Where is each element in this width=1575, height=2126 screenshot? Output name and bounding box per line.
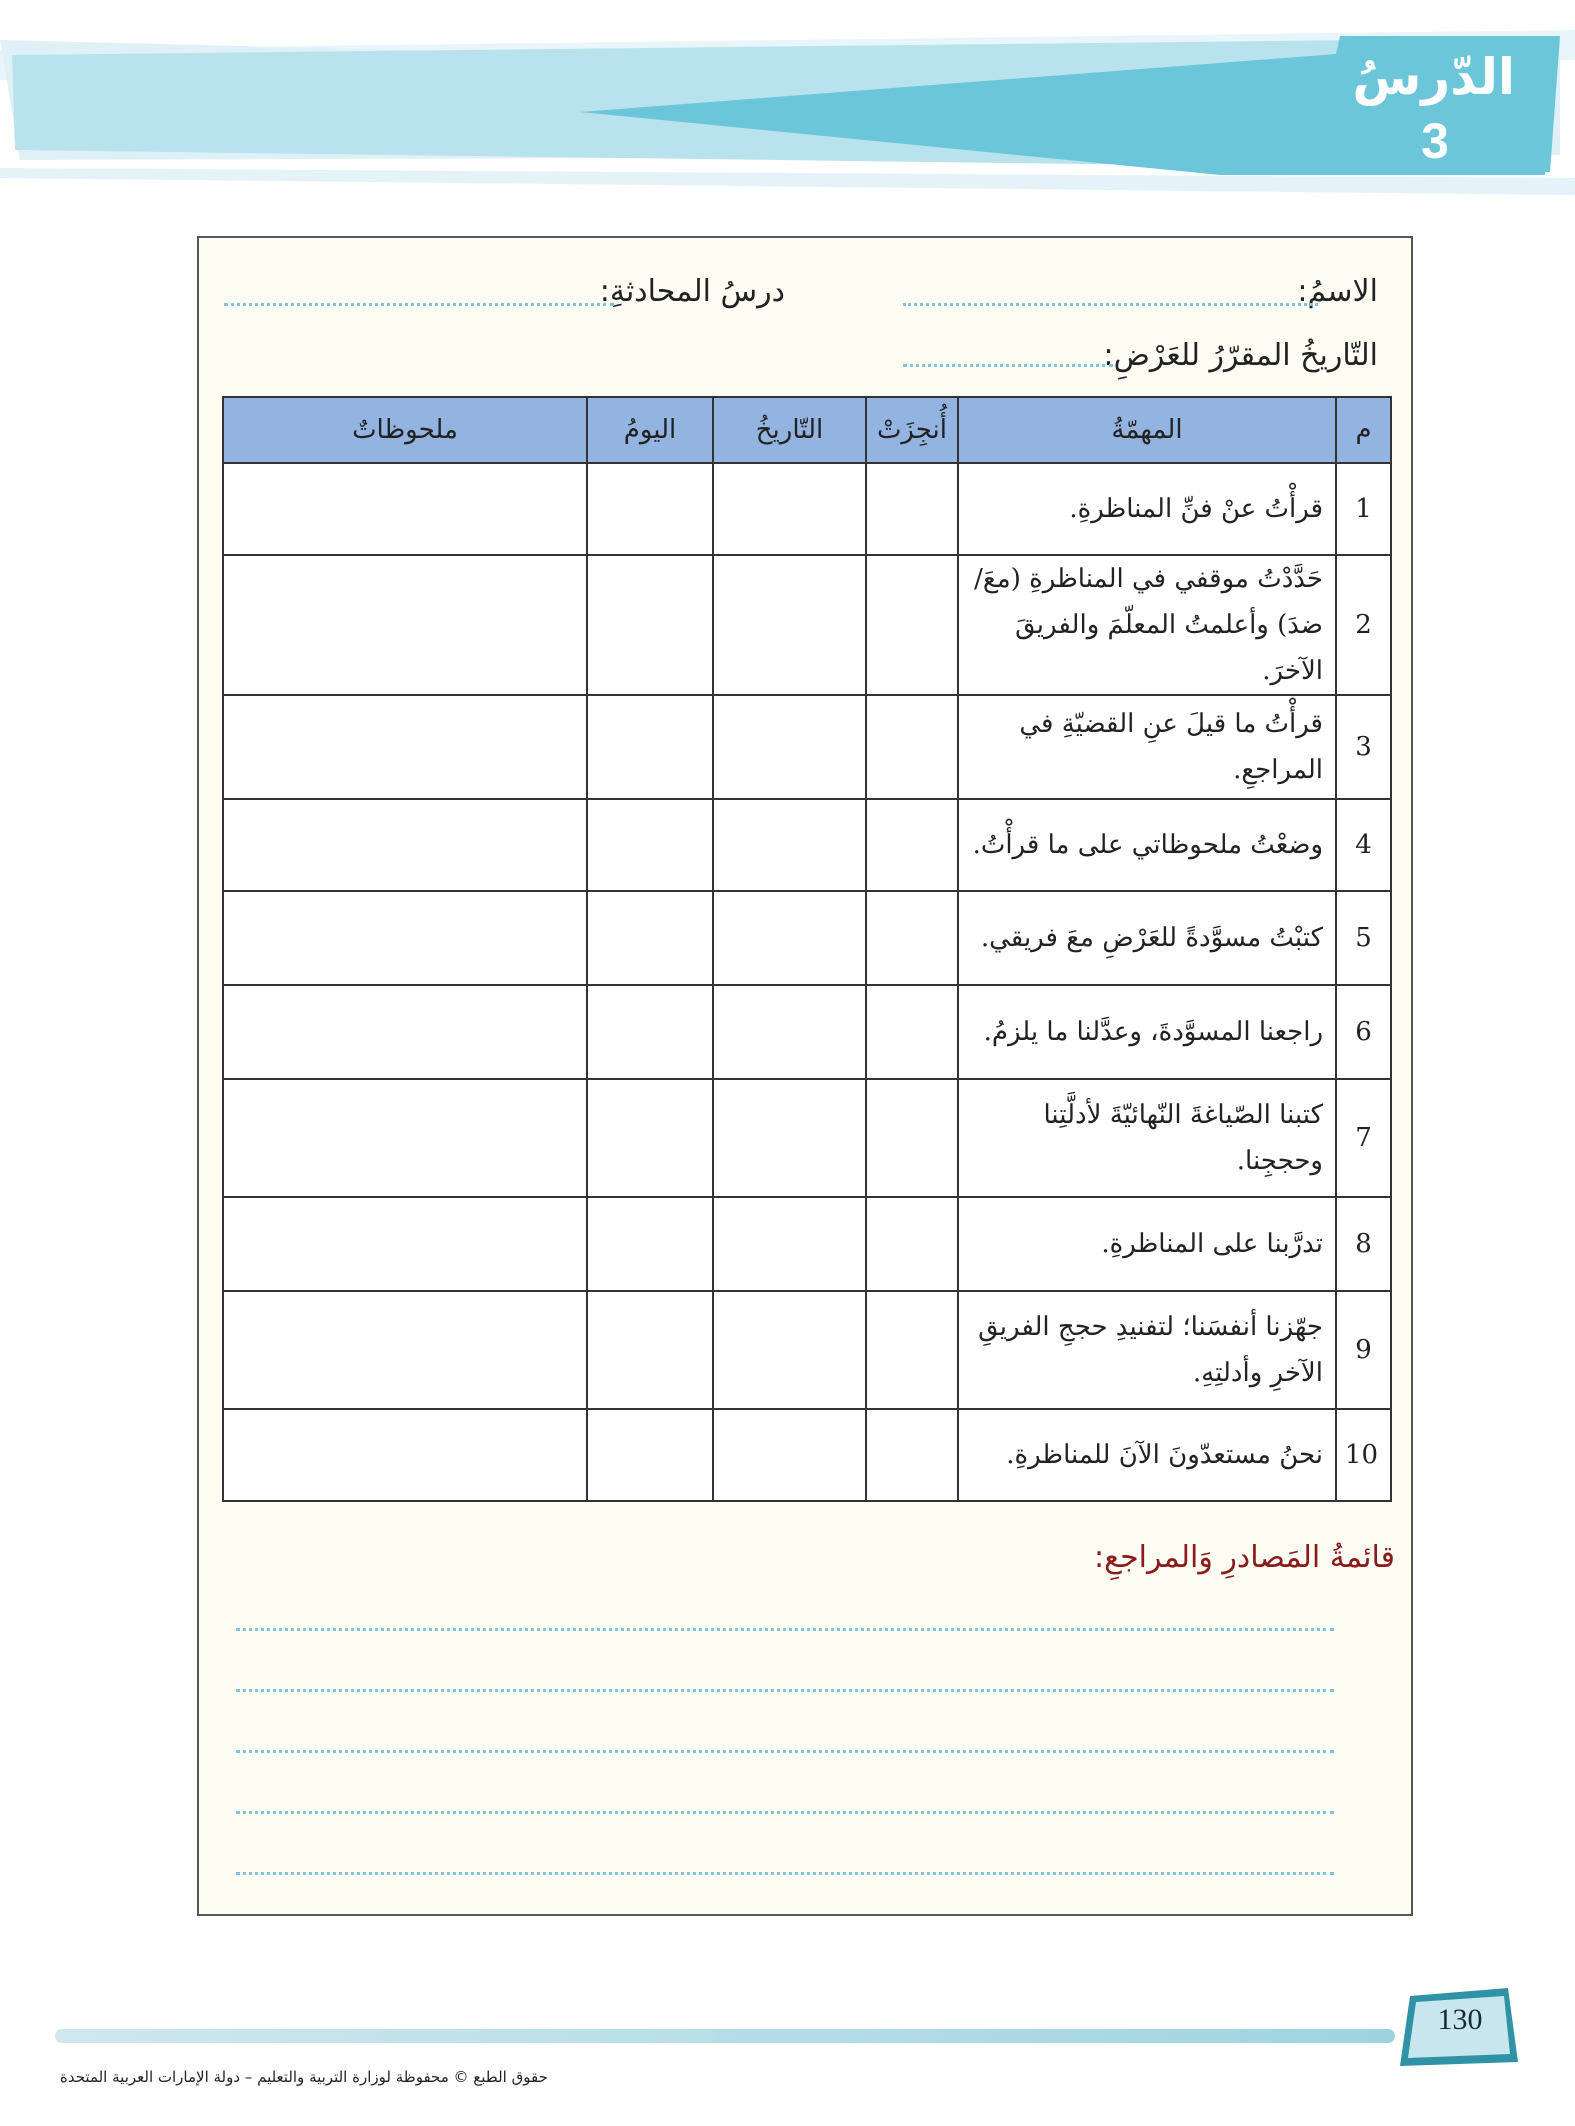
date-cell[interactable] bbox=[713, 1079, 866, 1197]
date-cell[interactable] bbox=[713, 985, 866, 1079]
done-cell[interactable] bbox=[866, 1409, 958, 1501]
day-cell[interactable] bbox=[587, 1197, 713, 1291]
reference-line[interactable] bbox=[236, 1628, 1334, 1631]
done-cell[interactable] bbox=[866, 463, 958, 555]
done-cell[interactable] bbox=[866, 891, 958, 985]
row-task: كتبْتُ مسوَّدةً للعَرْضِ معَ فريقي. bbox=[958, 891, 1336, 985]
lesson-label: الدّرسُ bbox=[1352, 48, 1515, 106]
table-row bbox=[223, 985, 1391, 1079]
notes-cell[interactable] bbox=[223, 463, 587, 555]
copyright-notice: حقوق الطبع © محفوظة لوزارة التربية والتعليم – دولة الإمارات العربية المتحدة bbox=[60, 2068, 548, 2086]
row-task: حَدَّدْتُ موقفي في المناظرةِ (معَ/ ضدَ) وأعلمتُ المعلّمَ والفريقَ الآخرَ. bbox=[958, 555, 1336, 695]
day-cell[interactable] bbox=[587, 1079, 713, 1197]
row-task: جهّزنا أنفسَنا؛ لتفنيدِ حججِ الفريقِ الآخرِ وأدلتِهِ. bbox=[958, 1291, 1336, 1409]
notes-cell[interactable] bbox=[223, 1409, 587, 1501]
date-cell[interactable] bbox=[713, 799, 866, 891]
row-number: 8 bbox=[1336, 1197, 1391, 1291]
table-row bbox=[223, 1079, 1391, 1197]
reference-line[interactable] bbox=[236, 1750, 1334, 1753]
row-task: كتبنا الصّياغةَ النّهائيّةَ لأدلَّتِنا وحججِنا. bbox=[958, 1079, 1336, 1197]
column-header-done: أُنجِزَتْ bbox=[866, 397, 958, 463]
lesson-name-label: درسُ المحادثةِ: bbox=[599, 274, 785, 309]
name-label: الاسمُ: bbox=[1297, 274, 1378, 309]
table-header-row bbox=[223, 397, 1391, 463]
row-number: 6 bbox=[1336, 985, 1391, 1079]
lesson-banner bbox=[0, 0, 1575, 200]
footer-bar bbox=[55, 2029, 1395, 2043]
date-cell[interactable] bbox=[713, 891, 866, 985]
row-number: 7 bbox=[1336, 1079, 1391, 1197]
table-row bbox=[223, 1409, 1391, 1501]
row-task: وضعْتُ ملحوظاتي على ما قرأْتُ. bbox=[958, 799, 1336, 891]
row-task: نحنُ مستعدّونَ الآنَ للمناظرةِ. bbox=[958, 1409, 1336, 1501]
table-row bbox=[223, 891, 1391, 985]
reference-line[interactable] bbox=[236, 1872, 1334, 1875]
row-number: 1 bbox=[1336, 463, 1391, 555]
done-cell[interactable] bbox=[866, 985, 958, 1079]
row-number: 3 bbox=[1336, 695, 1391, 799]
day-cell[interactable] bbox=[587, 1291, 713, 1409]
notes-cell[interactable] bbox=[223, 1291, 587, 1409]
date-cell[interactable] bbox=[713, 1291, 866, 1409]
notes-cell[interactable] bbox=[223, 695, 587, 799]
day-cell[interactable] bbox=[587, 985, 713, 1079]
date-cell[interactable] bbox=[713, 1197, 866, 1291]
name-field[interactable] bbox=[903, 303, 1318, 306]
notes-cell[interactable] bbox=[223, 1079, 587, 1197]
notes-cell[interactable] bbox=[223, 985, 587, 1079]
notes-cell[interactable] bbox=[223, 555, 587, 695]
page-number: 130 bbox=[1437, 2003, 1483, 2036]
column-header-date: التّاريخُ bbox=[713, 397, 866, 463]
reference-line[interactable] bbox=[236, 1811, 1334, 1814]
day-cell[interactable] bbox=[587, 463, 713, 555]
table-row bbox=[223, 463, 1391, 555]
done-cell[interactable] bbox=[866, 1291, 958, 1409]
table-row bbox=[223, 1291, 1391, 1409]
row-task: قرأْتُ ما قيلَ عنِ القضيّةِ في المراجعِ. bbox=[958, 695, 1336, 799]
done-cell[interactable] bbox=[866, 1197, 958, 1291]
day-cell[interactable] bbox=[587, 555, 713, 695]
presentation-date-field[interactable] bbox=[903, 364, 1113, 367]
row-number: 9 bbox=[1336, 1291, 1391, 1409]
notes-cell[interactable] bbox=[223, 891, 587, 985]
references-title: قائمةُ المَصادرِ وَالمراجعِ: bbox=[1094, 1540, 1395, 1575]
reference-line[interactable] bbox=[236, 1689, 1334, 1692]
date-cell[interactable] bbox=[713, 463, 866, 555]
column-header-notes: ملحوظاتٌ bbox=[223, 397, 587, 463]
done-cell[interactable] bbox=[866, 1079, 958, 1197]
notes-cell[interactable] bbox=[223, 799, 587, 891]
done-cell[interactable] bbox=[866, 555, 958, 695]
date-cell[interactable] bbox=[713, 555, 866, 695]
day-cell[interactable] bbox=[587, 891, 713, 985]
done-cell[interactable] bbox=[866, 695, 958, 799]
done-cell[interactable] bbox=[866, 799, 958, 891]
table-row bbox=[223, 799, 1391, 891]
column-header-num: م bbox=[1336, 397, 1391, 463]
presentation-date-label: التّاريخُ المقرّرُ للعَرْضِ: bbox=[1103, 338, 1378, 373]
row-number: 10 bbox=[1336, 1409, 1391, 1501]
row-number: 2 bbox=[1336, 555, 1391, 695]
column-header-task: المهمّةُ bbox=[958, 397, 1336, 463]
row-task: راجعنا المسوَّدةَ، وعدَّلنا ما يلزمُ. bbox=[958, 985, 1336, 1079]
date-cell[interactable] bbox=[713, 695, 866, 799]
lesson-name-field[interactable] bbox=[224, 303, 614, 306]
row-number: 5 bbox=[1336, 891, 1391, 985]
row-task: قرأْتُ عنْ فنِّ المناظرةِ. bbox=[958, 463, 1336, 555]
day-cell[interactable] bbox=[587, 1409, 713, 1501]
date-cell[interactable] bbox=[713, 1409, 866, 1501]
day-cell[interactable] bbox=[587, 799, 713, 891]
day-cell[interactable] bbox=[587, 695, 713, 799]
table-row bbox=[223, 1197, 1391, 1291]
task-table bbox=[222, 396, 1392, 1502]
row-number: 4 bbox=[1336, 799, 1391, 891]
table-row bbox=[223, 555, 1391, 695]
lesson-number: 3 bbox=[1421, 113, 1449, 169]
row-task: تدرَّبنا على المناظرةِ. bbox=[958, 1197, 1336, 1291]
notes-cell[interactable] bbox=[223, 1197, 587, 1291]
column-header-day: اليومُ bbox=[587, 397, 713, 463]
table-row bbox=[223, 695, 1391, 799]
